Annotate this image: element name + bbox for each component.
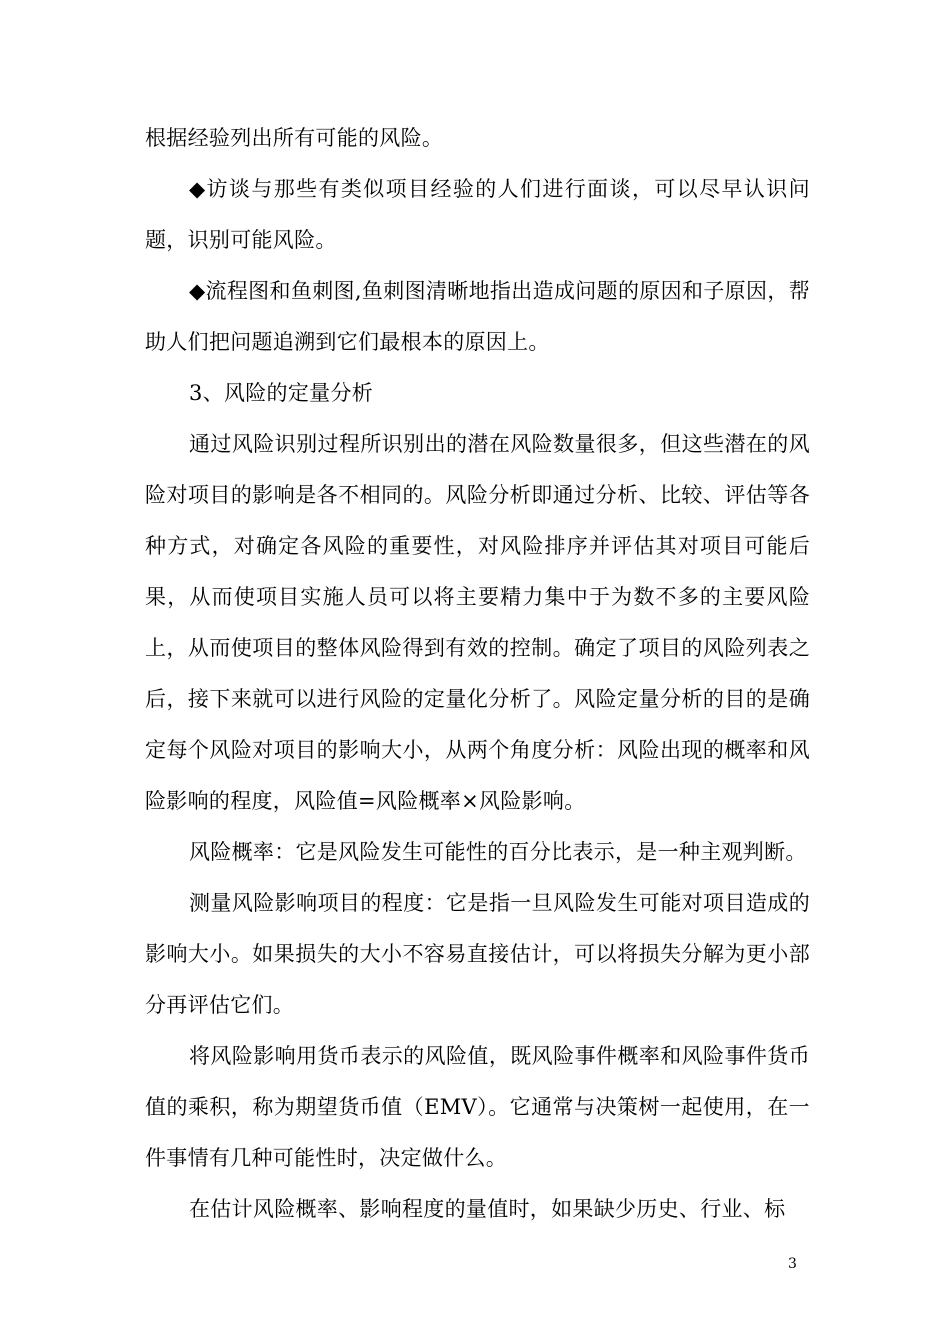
paragraph-emv: 将风险影响用货币表示的风险值，既风险事件概率和风险事件货币值的乘积，称为期望货币值（EMV）。它通常与决策树一起使用，在一件事情有几种可能性时，决定做什么。 [145,1044,810,1170]
paragraph-interview: ◆访谈与那些有类似项目经验的人们进行面谈，可以尽早认识问题，识别可能风险。 [145,177,810,252]
page-number: 3 [788,1256,797,1272]
paragraph-risk-analysis: 通过风险识别过程所识别出的潜在风险数量很多，但这些潜在的风险对项目的影响是各不相同的。风险分析即通过分析、比较、评估等各种方式，对确定各风险的重要性，对风险排序并评估其对项目可能后果，从而使项目实施人员可以将主要精力集中于为数不多的主要风险上，从而使项目的整体风险得到有效的控制。确定了项目的风险列表之后，接下来就可以进行风险的定量化分析了。风险定量分析的目的是确定每个风险对项目的影响大小，从两个角度分析：风险出现的概率和风险影响的程度，风险值=风险概率×风险影响。 [145,432,810,813]
paragraph-continuation: 根据经验列出所有可能的风险。 [145,126,444,150]
paragraph-risk-probability: 风险概率：它是风险发生可能性的百分比表示，是一种主观判断。 [189,840,807,864]
paragraph-risk-impact: 测量风险影响项目的程度：它是指一旦风险发生可能对项目造成的影响大小。如果损失的大小不容易直接估计，可以将损失分解为更小部分再评估它们。 [145,891,810,1017]
paragraph-fishbone: ◆流程图和鱼刺图,鱼刺图清晰地指出造成问题的原因和子原因，帮助人们把问题追溯到它们最根本的原因上。 [145,279,810,354]
paragraph-estimation: 在估计风险概率、影响程度的量值时，如果缺少历史、行业、标 [189,1197,786,1221]
document-body [145,113,810,1235]
section-heading-quantitative-analysis: 3、风险的定量分析 [189,381,374,405]
